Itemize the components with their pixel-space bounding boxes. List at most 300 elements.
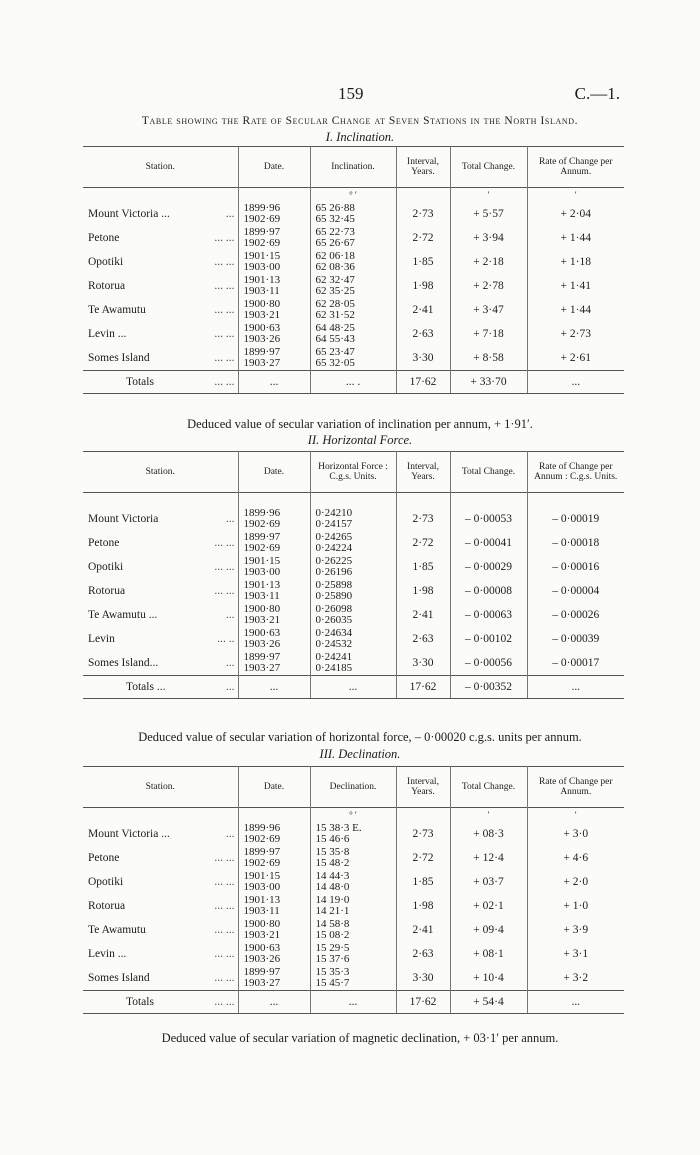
unit-mark: ′	[527, 808, 624, 823]
total-change-value: – 0·00053	[450, 507, 527, 531]
station-cell	[83, 250, 238, 274]
station-name: Somes Island	[88, 352, 150, 364]
measurement-cell	[310, 507, 396, 531]
leader-dots: ... ...	[214, 376, 235, 388]
date-value: 1903·11	[243, 285, 280, 297]
column-header: Station.	[145, 162, 175, 172]
totals-row	[83, 991, 624, 1014]
measurement-value: 14 58·8	[315, 918, 350, 930]
declination-note: Deduced value of secular variation of magnetic declination, + 03·1′ per annum.	[161, 1031, 559, 1045]
unit-mark: ′	[450, 188, 527, 203]
value-pair	[314, 652, 393, 674]
unit-mark	[83, 493, 238, 508]
measurement-cell	[310, 822, 396, 846]
date-value: 1899·96	[243, 507, 281, 519]
measurement-value: 0·24241	[315, 651, 353, 663]
leader-dots: ...	[225, 513, 235, 525]
date-value: 1902·69	[243, 237, 281, 249]
station-cell	[83, 603, 238, 627]
interval-value: 2·41	[396, 603, 450, 627]
measurement-value: 0·24634	[315, 627, 353, 639]
leader-dots: ...	[225, 657, 235, 669]
station-cell	[83, 531, 238, 555]
totals-label: Totals ...	[126, 681, 166, 693]
date-value: 1903·21	[243, 309, 281, 321]
measurement-cell	[310, 846, 396, 870]
date-value: 1902·69	[243, 518, 281, 530]
date-pair	[242, 227, 307, 249]
station-label	[86, 280, 235, 292]
interval-value: 2·63	[396, 627, 450, 651]
value-pair	[314, 967, 393, 989]
measurement-value: 65 22·73	[315, 226, 355, 238]
total-change-value: + 2·78	[450, 274, 527, 298]
station-name: Levin ...	[88, 948, 127, 960]
station-cell	[83, 298, 238, 322]
table-row	[83, 507, 624, 531]
date-pair	[242, 628, 307, 650]
total-change-value: + 08·1	[450, 942, 527, 966]
inclination-note: Deduced value of secular variation of inclination per annum, + 1·91′.	[187, 417, 533, 431]
horizontal-force-table	[83, 451, 624, 699]
date-value: 1902·69	[243, 857, 281, 869]
column-header: Total Change.	[450, 147, 527, 188]
measurement-value: 62 31·52	[315, 309, 355, 321]
station-name: Levin ...	[88, 328, 127, 340]
date-pair	[242, 275, 307, 297]
date-cell	[238, 627, 310, 651]
table-row	[83, 942, 624, 966]
totals-interval: 17·62	[396, 371, 450, 394]
value-pair	[314, 203, 393, 225]
date-cell	[238, 202, 310, 226]
station-cell	[83, 942, 238, 966]
measurement-value: 15 48·2	[315, 857, 350, 869]
station-label	[86, 561, 235, 573]
table-row	[83, 846, 624, 870]
totals-value: ...	[310, 991, 396, 1014]
table-row	[83, 346, 624, 371]
table-row	[83, 966, 624, 991]
date-value: 1902·69	[243, 213, 281, 225]
rate-value: + 3·1	[527, 942, 624, 966]
measurement-cell	[310, 627, 396, 651]
measurement-value: 62 28·05	[315, 298, 355, 310]
rate-value: + 3·9	[527, 918, 624, 942]
date-value: 1902·69	[243, 542, 281, 554]
unit-mark: ′	[450, 808, 527, 823]
table-row	[83, 226, 624, 250]
leader-dots: ...	[225, 828, 235, 840]
value-pair	[314, 943, 393, 965]
date-value: 1900·80	[243, 298, 281, 310]
station-name: Mount Victoria	[88, 513, 159, 525]
table-row	[83, 202, 624, 226]
station-label	[86, 828, 235, 840]
date-pair	[242, 943, 307, 965]
column-header: Horizontal Force : C.g.s. Units.	[310, 452, 396, 493]
date-value: 1900·80	[243, 603, 281, 615]
totals-change: + 54·4	[450, 991, 527, 1014]
station-label	[86, 537, 235, 549]
measurement-value: 65 23·47	[315, 346, 355, 358]
measurement-value: 62 08·36	[315, 261, 355, 273]
station-name: Rotorua	[88, 280, 126, 292]
station-label	[86, 352, 235, 364]
measurement-cell	[310, 870, 396, 894]
column-header: Interval, Years.	[396, 767, 450, 808]
interval-value: 1·85	[396, 555, 450, 579]
date-value: 1899·97	[243, 651, 281, 663]
measurement-value: 64 48·25	[315, 322, 355, 334]
leader-dots: ... ..	[217, 633, 235, 645]
leader-dots: ... ...	[214, 561, 235, 573]
rate-value: – 0·00016	[527, 555, 624, 579]
station-label	[86, 900, 235, 912]
station-label	[86, 585, 235, 597]
measurement-value: 65 32·45	[315, 213, 355, 225]
value-pair	[314, 227, 393, 249]
column-header: Rate of Change per Annum.	[527, 767, 624, 808]
column-header: Interval, Years.	[396, 147, 450, 188]
rate-value: + 1·18	[527, 250, 624, 274]
station-label	[86, 232, 235, 244]
totals-row	[83, 371, 624, 394]
station-cell	[83, 894, 238, 918]
station-label	[86, 304, 235, 316]
measurement-value: 14 19·0	[315, 894, 350, 906]
column-header: Inclination.	[310, 147, 396, 188]
measurement-value: 0·25898	[315, 579, 353, 591]
table-row	[83, 627, 624, 651]
date-pair	[242, 823, 307, 845]
table-row	[83, 555, 624, 579]
column-header: Rate of Change per Annum.	[527, 147, 624, 188]
table-row	[83, 298, 624, 322]
date-cell	[238, 846, 310, 870]
interval-value: 2·73	[396, 202, 450, 226]
interval-value: 1·85	[396, 250, 450, 274]
interval-value: 1·85	[396, 870, 450, 894]
date-pair	[242, 652, 307, 674]
interval-value: 2·72	[396, 846, 450, 870]
totals-interval: 17·62	[396, 676, 450, 699]
station-name: Te Awamutu	[88, 304, 146, 316]
leader-dots: ... ...	[214, 537, 235, 549]
leader-dots: ... ...	[214, 900, 235, 912]
table-row	[83, 918, 624, 942]
unit-row	[83, 808, 624, 823]
interval-value: 2·72	[396, 531, 450, 555]
totals-change: – 0·00352	[450, 676, 527, 699]
interval-value: 2·72	[396, 226, 450, 250]
date-value: 1903·00	[243, 566, 281, 578]
date-pair	[242, 323, 307, 345]
measurement-value: 65 26·67	[315, 237, 355, 249]
column-header: Interval, Years.	[396, 452, 450, 493]
interval-value: 1·98	[396, 579, 450, 603]
measurement-cell	[310, 322, 396, 346]
section-title-horizontal-force: II. Horizontal Force.	[307, 433, 413, 447]
date-cell	[238, 603, 310, 627]
totals-cell	[83, 371, 238, 394]
date-value: 1899·97	[243, 226, 281, 238]
unit-mark: ° ′	[310, 188, 396, 203]
unit-row	[83, 188, 624, 203]
measurement-cell	[310, 894, 396, 918]
date-pair	[242, 604, 307, 626]
measurement-cell	[310, 250, 396, 274]
date-pair	[242, 508, 307, 530]
date-value: 1903·26	[243, 333, 281, 345]
totals-label-wrap	[86, 376, 235, 388]
rate-value: + 3·0	[527, 822, 624, 846]
station-name: Petone	[88, 232, 120, 244]
station-cell	[83, 846, 238, 870]
table-row	[83, 579, 624, 603]
unit-mark	[83, 188, 238, 203]
date-value: 1901·13	[243, 579, 281, 591]
station-name: Opotiki	[88, 876, 124, 888]
date-value: 1903·00	[243, 881, 281, 893]
date-value: 1900·63	[243, 322, 281, 334]
totals-cell	[83, 991, 238, 1014]
totals-value: ...	[310, 676, 396, 699]
totals-label: Totals	[126, 376, 154, 388]
column-header: Rate of Change per Annum : C.g.s. Units.	[527, 452, 624, 493]
leader-dots: ... ...	[214, 876, 235, 888]
leader-dots: ...	[225, 208, 235, 220]
station-name: Rotorua	[88, 900, 126, 912]
interval-value: 3·30	[396, 346, 450, 371]
rate-value: – 0·00018	[527, 531, 624, 555]
date-value: 1903·21	[243, 614, 281, 626]
leader-dots: ... ...	[214, 972, 235, 984]
value-pair	[314, 895, 393, 917]
unit-mark	[396, 493, 450, 508]
value-pair	[314, 532, 393, 554]
interval-value: 3·30	[396, 651, 450, 676]
date-cell	[238, 942, 310, 966]
table-row	[83, 531, 624, 555]
station-cell	[83, 322, 238, 346]
column-header: Total Change.	[450, 767, 527, 808]
station-name: Levin	[88, 633, 115, 645]
station-name: Te Awamutu	[88, 924, 146, 936]
measurement-value: 14 44·3	[315, 870, 350, 882]
date-value: 1900·63	[243, 942, 281, 954]
date-value: 1903·21	[243, 929, 281, 941]
rate-value: + 4·6	[527, 846, 624, 870]
date-cell	[238, 894, 310, 918]
measurement-value: 15 29·5	[315, 942, 350, 954]
table-row	[83, 274, 624, 298]
measurement-value: 0·26196	[315, 566, 353, 578]
rate-value: – 0·00039	[527, 627, 624, 651]
station-cell	[83, 627, 238, 651]
date-value: 1902·69	[243, 833, 281, 845]
station-label	[86, 256, 235, 268]
measurement-cell	[310, 226, 396, 250]
date-value: 1901·13	[243, 274, 281, 286]
section-title-inclination: I. Inclination.	[325, 130, 395, 144]
interval-value: 2·41	[396, 918, 450, 942]
date-value: 1899·97	[243, 966, 281, 978]
unit-mark	[396, 808, 450, 823]
station-label	[86, 876, 235, 888]
rate-value: + 2·0	[527, 870, 624, 894]
unit-mark: ′	[527, 188, 624, 203]
station-name: Opotiki	[88, 256, 124, 268]
date-value: 1899·97	[243, 531, 281, 543]
total-change-value: + 09·4	[450, 918, 527, 942]
table-row	[83, 894, 624, 918]
interval-value: 2·63	[396, 322, 450, 346]
measurement-cell	[310, 298, 396, 322]
total-change-value: – 0·00056	[450, 651, 527, 676]
station-name: Somes Island...	[88, 657, 159, 669]
date-cell	[238, 346, 310, 371]
measurement-cell	[310, 918, 396, 942]
date-pair	[242, 919, 307, 941]
station-name: Mount Victoria ...	[88, 828, 170, 840]
total-change-value: + 8·58	[450, 346, 527, 371]
date-pair	[242, 895, 307, 917]
station-cell	[83, 870, 238, 894]
date-cell	[238, 822, 310, 846]
total-change-value: + 3·47	[450, 298, 527, 322]
interval-value: 3·30	[396, 966, 450, 991]
value-pair	[314, 580, 393, 602]
measurement-value: 0·24185	[315, 662, 353, 674]
totals-row	[83, 676, 624, 699]
column-header: Station.	[145, 782, 175, 792]
totals-rate: ...	[527, 371, 624, 394]
date-cell	[238, 651, 310, 676]
station-label	[86, 633, 235, 645]
inclination-table	[83, 146, 624, 394]
measurement-cell	[310, 966, 396, 991]
station-label	[86, 948, 235, 960]
value-pair	[314, 275, 393, 297]
leader-dots: ... ...	[214, 280, 235, 292]
table-row	[83, 651, 624, 676]
leader-dots: ... ...	[214, 585, 235, 597]
leader-dots: ...	[225, 609, 235, 621]
unit-mark	[238, 493, 310, 508]
rate-value: – 0·00017	[527, 651, 624, 676]
date-value: 1901·15	[243, 870, 281, 882]
date-value: 1899·96	[243, 202, 281, 214]
measurement-value: 15 35·8	[315, 846, 350, 858]
date-value: 1899·97	[243, 846, 281, 858]
date-pair	[242, 871, 307, 893]
table-row	[83, 322, 624, 346]
leader-dots: ... ...	[214, 304, 235, 316]
date-pair	[242, 532, 307, 554]
date-cell	[238, 870, 310, 894]
value-pair	[314, 847, 393, 869]
date-value: 1899·96	[243, 822, 281, 834]
station-cell	[83, 555, 238, 579]
station-label	[86, 852, 235, 864]
value-pair	[314, 299, 393, 321]
date-cell	[238, 250, 310, 274]
rate-value: – 0·00026	[527, 603, 624, 627]
rate-value: + 1·44	[527, 298, 624, 322]
total-change-value: + 3·94	[450, 226, 527, 250]
measurement-cell	[310, 579, 396, 603]
unit-row	[83, 493, 624, 508]
station-label	[86, 208, 235, 220]
date-cell	[238, 507, 310, 531]
total-change-value: + 03·7	[450, 870, 527, 894]
interval-value: 1·98	[396, 894, 450, 918]
value-pair	[314, 604, 393, 626]
measurement-value: 15 35·3	[315, 966, 350, 978]
date-cell	[238, 555, 310, 579]
measurement-value: 62 06·18	[315, 250, 355, 262]
column-header: Station.	[145, 467, 175, 477]
leader-dots: ...	[225, 681, 235, 693]
date-value: 1903·27	[243, 357, 281, 369]
totals-cell	[83, 676, 238, 699]
measurement-cell	[310, 651, 396, 676]
station-name: Opotiki	[88, 561, 124, 573]
station-cell	[83, 202, 238, 226]
rate-value: + 3·2	[527, 966, 624, 991]
interval-value: 2·41	[396, 298, 450, 322]
total-change-value: – 0·00063	[450, 603, 527, 627]
date-cell	[238, 274, 310, 298]
total-change-value: – 0·00041	[450, 531, 527, 555]
station-cell	[83, 274, 238, 298]
station-label	[86, 924, 235, 936]
measurement-cell	[310, 274, 396, 298]
station-label	[86, 609, 235, 621]
date-pair	[242, 580, 307, 602]
total-change-value: – 0·00102	[450, 627, 527, 651]
interval-value: 1·98	[396, 274, 450, 298]
date-value: 1901·15	[243, 250, 281, 262]
station-cell	[83, 507, 238, 531]
rate-value: + 1·41	[527, 274, 624, 298]
measurement-value: 65 26·88	[315, 202, 355, 214]
unit-mark	[450, 493, 527, 508]
totals-interval: 17·62	[396, 991, 450, 1014]
station-cell	[83, 966, 238, 991]
value-pair	[314, 919, 393, 941]
date-cell	[238, 531, 310, 555]
table-row	[83, 250, 624, 274]
date-value: 1900·80	[243, 918, 281, 930]
measurement-value: 62 32·47	[315, 274, 355, 286]
page-header	[0, 84, 700, 106]
column-header: Date.	[238, 767, 310, 808]
station-cell	[83, 346, 238, 371]
leader-dots: ... ...	[214, 232, 235, 244]
leader-dots: ... ...	[214, 924, 235, 936]
date-value: 1903·00	[243, 261, 281, 273]
leader-dots: ... ...	[214, 352, 235, 364]
unit-mark	[396, 188, 450, 203]
date-pair	[242, 203, 307, 225]
date-cell	[238, 966, 310, 991]
interval-value: 2·73	[396, 507, 450, 531]
rate-value: – 0·00004	[527, 579, 624, 603]
measurement-cell	[310, 555, 396, 579]
measurement-value: 62 35·25	[315, 285, 355, 297]
